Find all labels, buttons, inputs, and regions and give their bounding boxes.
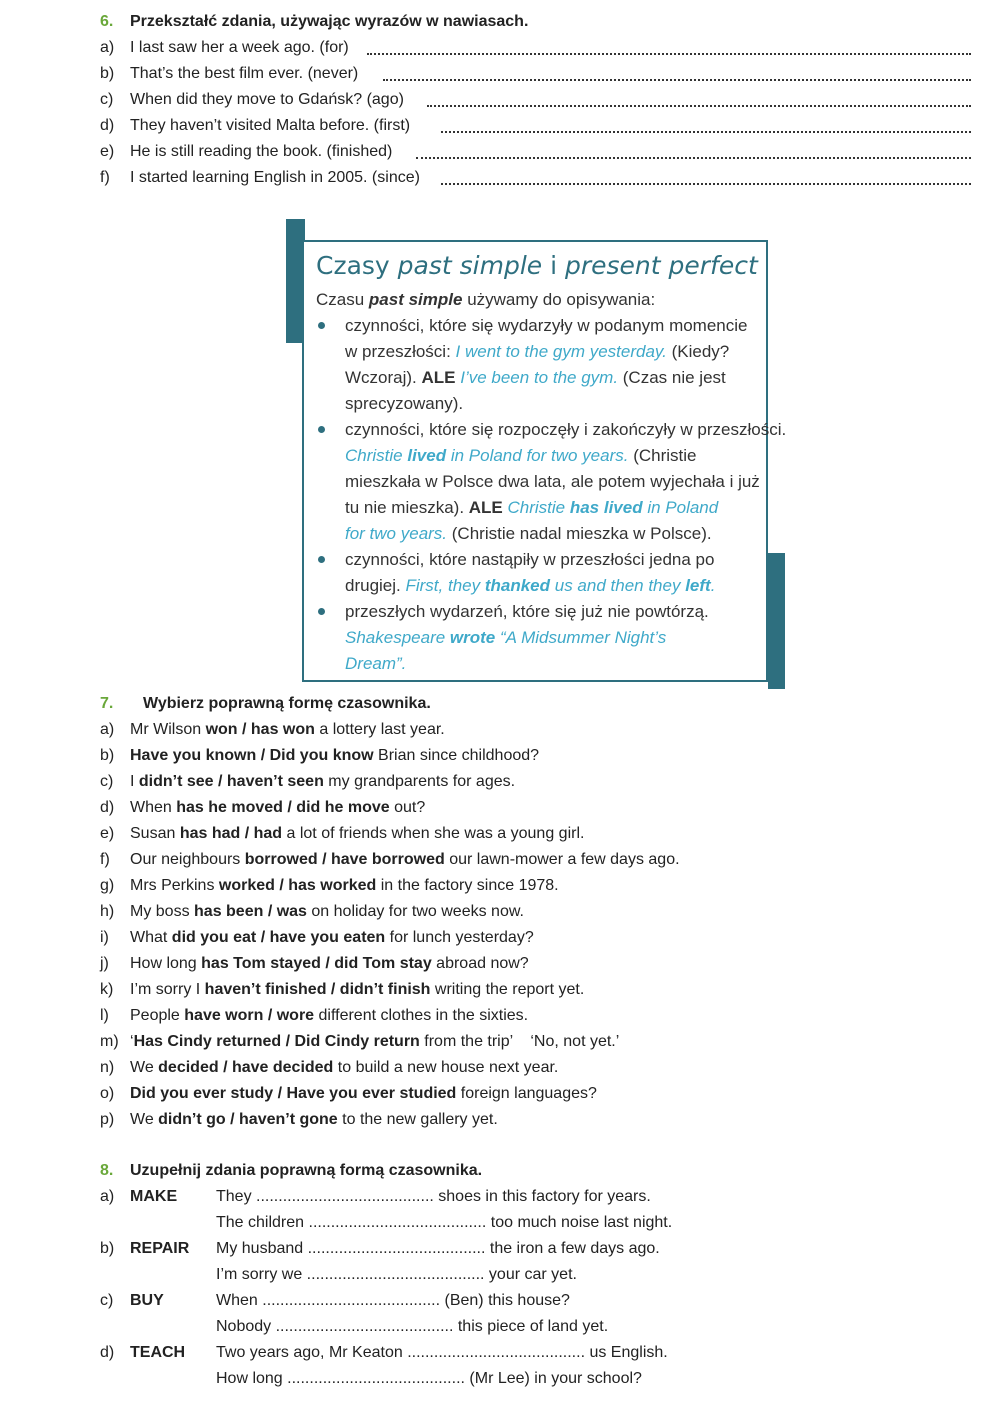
item-post: writing the report yet.	[430, 981, 585, 998]
example-text: lived	[407, 446, 447, 465]
item-pre: People	[130, 1007, 185, 1024]
item-post: to the new gallery yet.	[337, 1111, 498, 1128]
base-verb: TEACH	[130, 1344, 186, 1361]
item-text: I last saw her a week ago. (for)	[130, 39, 349, 56]
verb-choice[interactable]: Has Cindy returned / Did Cindy return	[133, 1033, 420, 1050]
box-line	[345, 495, 718, 521]
box-text: mieszkała w Polsce dwa lata, ale potem wyjechała i już	[345, 472, 760, 491]
exercise-number: 8.	[100, 1162, 114, 1179]
item-post: in the factory since 1978.	[376, 877, 559, 894]
item-label: b)	[100, 65, 115, 82]
item-post: a lottery last year.	[314, 721, 445, 738]
example-text: Christie	[345, 446, 408, 465]
example-text: Christie	[502, 498, 570, 517]
example-text: .	[710, 576, 716, 595]
item-label: o)	[100, 1085, 115, 1102]
box-line	[345, 573, 715, 599]
grammar-box-title	[316, 251, 758, 280]
example-text: wrote	[449, 628, 496, 647]
answer-line[interactable]	[441, 131, 971, 133]
item-text	[130, 821, 584, 847]
gap-sentence[interactable]: The children ........................................ too much noise last night.	[216, 1214, 673, 1231]
gap-sentence[interactable]: My husband ........................................ the iron a few days ago.	[216, 1240, 660, 1257]
item-text	[130, 1081, 597, 1107]
gap-sentence[interactable]: How long ........................................ (Mr Lee) in your school?	[216, 1370, 642, 1387]
box-accent-right	[768, 553, 785, 689]
item-label: e)	[100, 143, 115, 160]
example-text: in Poland for two years.	[446, 446, 629, 465]
item-label: i)	[100, 929, 109, 946]
gap-sentence[interactable]: Nobody ........................................ this piece of land yet.	[216, 1318, 609, 1335]
grammar-box-intro	[316, 287, 655, 313]
box-line	[345, 625, 666, 651]
box-line	[345, 391, 463, 417]
box-text: czynności, które się wydarzyły w podanym momencie	[345, 316, 748, 335]
item-text	[130, 847, 680, 873]
item-label: a)	[100, 721, 115, 738]
box-text: przeszłych wydarzeń, które się już nie powtórzą.	[345, 602, 709, 621]
item-label: d)	[100, 799, 115, 816]
base-verb: BUY	[130, 1292, 164, 1309]
box-text: ALE	[468, 498, 503, 517]
item-pre: Mr Wilson	[130, 721, 206, 738]
item-text	[130, 1003, 528, 1029]
item-text	[130, 1055, 558, 1081]
intro-part: Czasu	[316, 290, 369, 309]
item-text: He is still reading the book. (finished)	[130, 143, 393, 160]
base-verb: REPAIR	[130, 1240, 190, 1257]
box-line	[345, 313, 747, 339]
item-pre: When	[130, 799, 177, 816]
example-text: I’ve been to the gym.	[455, 368, 619, 387]
item-label: p)	[100, 1111, 115, 1128]
verb-choice[interactable]: worked / has worked	[218, 877, 377, 894]
example-text: I went to the gym yesterday.	[455, 342, 667, 361]
item-label: a)	[100, 1188, 115, 1205]
box-line	[345, 443, 697, 469]
item-label: f)	[100, 169, 110, 186]
box-text: tu nie mieszka).	[345, 498, 469, 517]
answer-line[interactable]	[367, 53, 971, 55]
gap-sentence[interactable]: I’m sorry we ........................................ your car yet.	[216, 1266, 577, 1283]
item-text: That’s the best film ever. (never)	[130, 65, 359, 82]
base-verb: MAKE	[130, 1188, 178, 1205]
item-pre: I’m sorry I	[130, 981, 205, 998]
box-text: Wczoraj).	[345, 368, 422, 387]
item-post: to build a new house next year.	[333, 1059, 559, 1076]
verb-choice[interactable]: won / has won	[205, 721, 315, 738]
item-text	[130, 951, 529, 977]
intro-part: używamy do opisywania:	[462, 290, 656, 309]
item-text: When did they move to Gdańsk? (ago)	[130, 91, 404, 108]
box-text: (Christie nadal mieszka w Polsce).	[447, 524, 712, 543]
item-text	[130, 795, 425, 821]
item-text	[130, 717, 445, 743]
example-text: in Poland	[642, 498, 719, 517]
title-part: i	[542, 251, 565, 280]
verb-choice[interactable]: did you eat / have you eaten	[171, 929, 386, 946]
item-label: l)	[100, 1007, 109, 1024]
item-text	[130, 769, 515, 795]
box-line	[345, 417, 786, 443]
intro-part: past simple	[368, 290, 463, 309]
item-text	[130, 1029, 619, 1055]
item-pre: What	[130, 929, 172, 946]
box-text: sprecyzowany).	[345, 394, 464, 413]
verb-choice[interactable]: didn’t see / haven’t seen	[138, 773, 324, 790]
box-text: (Czas nie jest	[618, 368, 726, 387]
example-text: thanked	[484, 576, 551, 595]
item-text	[130, 977, 584, 1003]
verb-choice[interactable]: borrowed / have borrowed	[244, 851, 445, 868]
item-label: d)	[100, 117, 115, 134]
item-pre: ‘	[130, 1033, 134, 1050]
item-text: They haven’t visited Malta before. (first)	[130, 117, 411, 134]
item-label: m)	[100, 1033, 119, 1050]
item-post: my grandparents for ages.	[323, 773, 516, 790]
item-pre: My boss	[130, 903, 195, 920]
item-pre: I	[130, 773, 139, 790]
bullet-icon	[318, 556, 325, 563]
item-text	[130, 925, 534, 951]
box-line	[345, 547, 714, 573]
box-text: w przeszłości:	[345, 342, 456, 361]
box-text: (Kiedy?	[666, 342, 730, 361]
verb-choice[interactable]: has been / was	[194, 903, 307, 920]
answer-line[interactable]	[427, 105, 971, 107]
example-text: First, they	[405, 576, 485, 595]
item-pre: We	[130, 1059, 159, 1076]
box-line	[345, 469, 760, 495]
item-post: out?	[389, 799, 426, 816]
example-text: for two years.	[345, 524, 448, 543]
box-line	[345, 599, 709, 625]
verb-choice[interactable]: have worn / wore	[184, 1007, 315, 1024]
item-label: n)	[100, 1059, 115, 1076]
answer-line[interactable]	[441, 183, 971, 185]
verb-choice[interactable]: didn’t go / haven’t gone	[158, 1111, 338, 1128]
box-line	[345, 365, 726, 391]
item-post: from the trip’ ‘No, not yet.’	[419, 1033, 620, 1050]
item-pre: How long	[130, 955, 202, 972]
box-text: ALE	[421, 368, 456, 387]
example-text: us and then they	[550, 576, 686, 595]
exercise-number: 7.	[100, 695, 114, 712]
example-text: has lived	[569, 498, 643, 517]
item-text	[130, 1107, 498, 1133]
box-line	[345, 651, 406, 677]
item-label: j)	[100, 955, 109, 972]
item-label: e)	[100, 825, 115, 842]
item-label: k)	[100, 981, 114, 998]
box-text: (Christie	[628, 446, 697, 465]
verb-choice[interactable]: has Tom stayed / did Tom stay	[201, 955, 432, 972]
example-text: “A Midsummer Night’s	[495, 628, 667, 647]
item-label: g)	[100, 877, 115, 894]
item-text	[130, 873, 559, 899]
item-text: I started learning English in 2005. (since)	[130, 169, 420, 186]
item-label: f)	[100, 851, 110, 868]
verb-choice[interactable]: has he moved / did he move	[176, 799, 390, 816]
item-label: c)	[100, 1292, 114, 1309]
title-part: present perfect	[565, 251, 758, 280]
item-label: b)	[100, 747, 115, 764]
example-text: left	[685, 576, 711, 595]
item-text	[130, 743, 539, 769]
item-post: our lawn-mower a few days ago.	[444, 851, 680, 868]
item-pre: Susan	[130, 825, 180, 842]
answer-line[interactable]	[416, 157, 971, 159]
box-line	[345, 339, 729, 365]
item-pre: Mrs Perkins	[130, 877, 219, 894]
item-label: d)	[100, 1344, 115, 1361]
item-pre: Our neighbours	[130, 851, 245, 868]
item-post: Brian since childhood?	[373, 747, 540, 764]
verb-choice[interactable]: decided / have decided	[158, 1059, 334, 1076]
box-text: czynności, które się rozpoczęły i zakończyły w przeszłości.	[345, 420, 787, 439]
item-label: b)	[100, 1240, 115, 1257]
item-post: abroad now?	[431, 955, 529, 972]
gap-sentence[interactable]: Two years ago, Mr Keaton ........................................ us English.	[216, 1344, 668, 1361]
exercise-heading: Przekształć zdania, używając wyrazów w nawiasach.	[130, 13, 529, 30]
gap-sentence[interactable]: When ........................................ (Ben) this house?	[216, 1292, 570, 1309]
item-post: different clothes in the sixties.	[314, 1007, 529, 1024]
item-post: for lunch yesterday?	[385, 929, 534, 946]
exercise-heading: Wybierz poprawną formę czasownika.	[143, 695, 431, 712]
example-text: Dream”.	[345, 654, 407, 673]
item-label: c)	[100, 91, 114, 108]
box-text: drugiej.	[345, 576, 406, 595]
exercise-number: 6.	[100, 13, 114, 30]
verb-choice[interactable]: Have you known / Did you know	[130, 747, 374, 764]
bullet-icon	[318, 426, 325, 433]
bullet-icon	[318, 608, 325, 615]
item-post: a lot of friends when she was a young girl.	[282, 825, 585, 842]
item-label: c)	[100, 773, 114, 790]
exercise-heading: Uzupełnij zdania poprawną formą czasownika.	[130, 1162, 483, 1179]
item-label: h)	[100, 903, 115, 920]
box-line	[345, 521, 712, 547]
item-text	[130, 899, 524, 925]
bullet-icon	[318, 322, 325, 329]
item-pre: We	[130, 1111, 159, 1128]
gap-sentence[interactable]: They ........................................ shoes in this factory for years.	[216, 1188, 651, 1205]
box-text: czynności, które nastąpiły w przeszłości jedna po	[345, 550, 715, 569]
item-post: on holiday for two weeks now.	[306, 903, 524, 920]
verb-choice[interactable]: Did you ever study / Have you ever studied	[130, 1085, 457, 1102]
title-part: Czasy	[316, 251, 398, 280]
verb-choice[interactable]: haven’t finished / didn’t finish	[204, 981, 431, 998]
example-text: Shakespeare	[345, 628, 450, 647]
answer-line[interactable]	[383, 79, 971, 81]
item-post: foreign languages?	[456, 1085, 597, 1102]
title-part: past simple	[397, 251, 543, 280]
item-label: a)	[100, 39, 115, 56]
verb-choice[interactable]: has had / had	[179, 825, 283, 842]
